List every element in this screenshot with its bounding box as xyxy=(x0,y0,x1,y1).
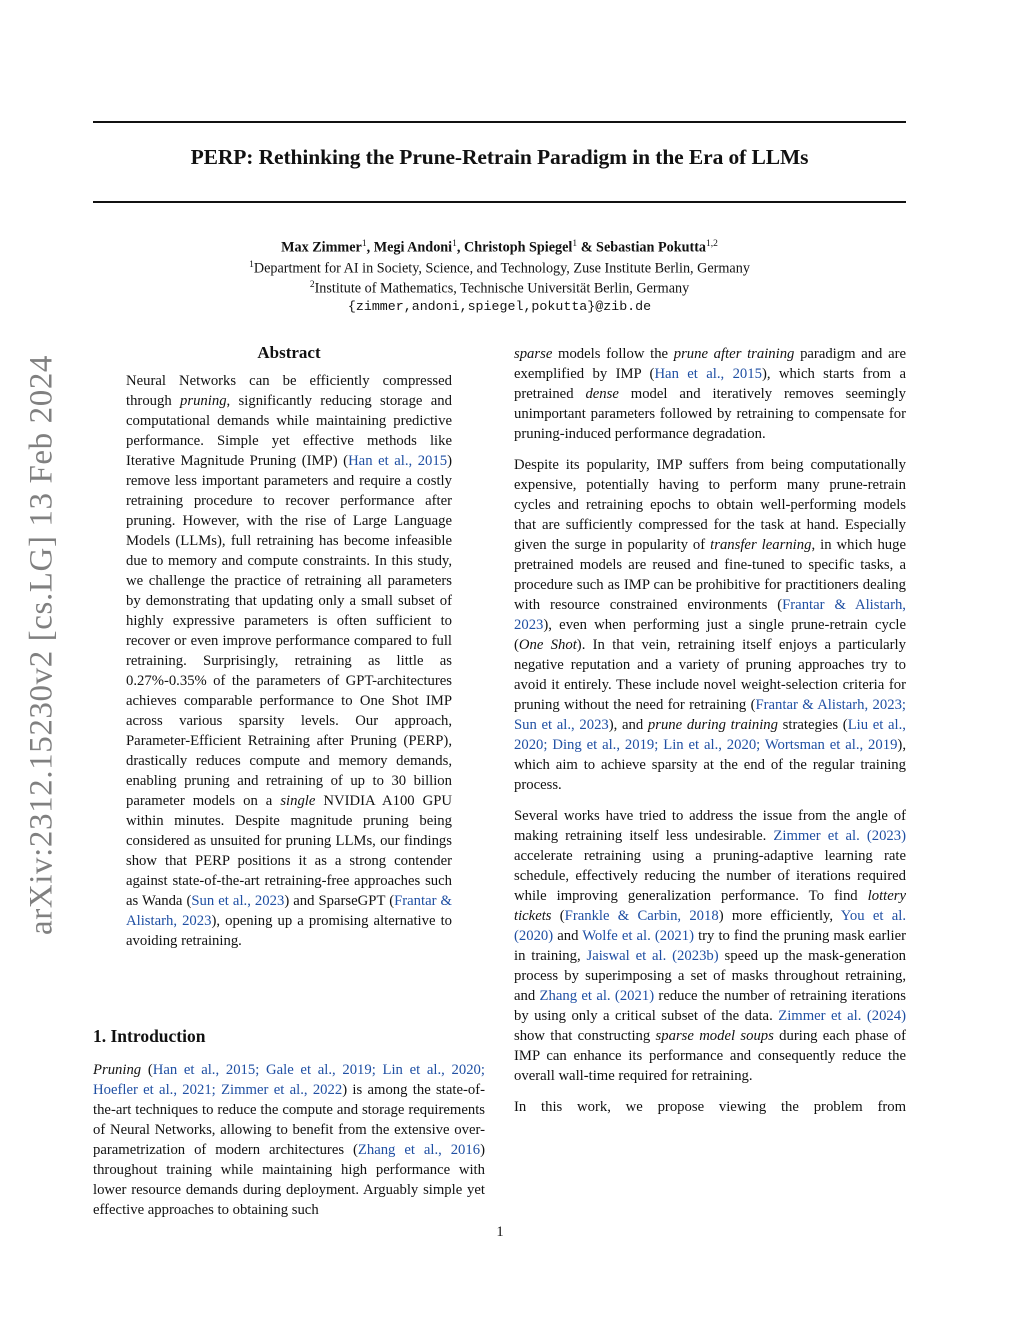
title-rule-top xyxy=(93,121,906,123)
citation-link[interactable]: Frantar & Alistarh, 2023 xyxy=(126,893,452,929)
intro-paragraph-1: Pruning (Han et al., 2015; Gale et al., 2019; Lin et al., 2020; Hoefler et al., 2021; Zimmer et al., 2022) is among the state-of-the-art techniques to reduce the compute and storage requirements of Neural Networks, allowing to benefit from the extensive over-parametrization of modern architectures (Zhang et al., 2016) throughout training while maintaining high performance with lower resource demands during deployment. Arguably simple yet effective approaches to obtaining such xyxy=(93,1062,485,1218)
citation-link[interactable]: Jaiswal et al. (2023b) xyxy=(586,948,719,964)
title-rule-bottom xyxy=(93,201,906,203)
intro-paragraph-1-cont: sparse models follow the prune after training paradigm and are exemplified by IMP (Han et al., 2015), which starts from a pretrained dense model and iteratively removes seemingly unimportant parameters followed by retraining to compensate for pruning-induced performance degradation. xyxy=(514,346,907,442)
citation-link[interactable]: Han et al., 2015 xyxy=(654,366,762,382)
citation-link[interactable]: Frantar & Alistarh, 2023 xyxy=(514,597,906,633)
author-emails: {zimmer,andoni,spiegel,pokutta}@zib.de xyxy=(347,299,652,315)
citation-link[interactable]: Frantar & Alistarh, 2023; Sun et al., 2023 xyxy=(514,697,906,733)
citation-link[interactable]: Liu et al., 2020; Ding et al., 2019; Lin et al., 2020; Wortsman et al., 2019 xyxy=(514,717,906,753)
affiliation-1: $^1$Department for AI in Society, Science, and Technology, Zuse Institute Berlin, Germany xyxy=(249,259,750,277)
citation-link[interactable]: Zhang et al. (2021) xyxy=(539,988,655,1004)
paper-title: PERP: Rethinking the Prune-Retrain Paradigm in the Era of LLMs xyxy=(190,145,809,169)
citation-link[interactable]: Han et al., 2015 xyxy=(348,453,448,469)
affiliation-2: $^2$Institute of Mathematics, Technische Universität Berlin, Germany xyxy=(309,280,690,298)
abstract-heading: Abstract xyxy=(257,343,321,362)
right-column xyxy=(514,344,906,1128)
citation-link[interactable]: Sun et al., 2023 xyxy=(191,893,285,909)
citation-link[interactable]: Han et al., 2015; Gale et al., 2019; Lin et al., 2020; Hoefler et al., 2021; Zimmer et al., 2022 xyxy=(93,1062,485,1098)
arxiv-identifier: arXiv:2312.15230v2 [cs.LG] 13 Feb 2024 xyxy=(23,354,60,936)
page-number: 1 xyxy=(496,1224,504,1240)
citation-link[interactable]: Frankle & Carbin, 2018 xyxy=(564,908,719,924)
abstract-text: Neural Networks can be efficiently compressed through pruning, significantly reducing storage and computational demands while maintaining predictive performance. Simple yet effective methods like Iterative Magnitude Pruning (IMP) (Han et al., 2015) remove less important parameters and require a costly retraining procedure to recover performance after pruning. However, with the rise of Large Language Models (LLMs), full retraining has become infeasible due to memory and compute constraints. In this study, we challenge the practice of retraining all parameters by demonstrating that updating only a small subset of highly expressive parameters is often sufficient to recover or even improve performance compared to full retraining. Surprisingly, retraining as little as 0.27%-0.35% of the parameters of GPT-architectures achieves comparable performance to One Shot IMP across various sparsity levels. Our approach, Parameter-Efficient Retraining after Pruning (PERP), drastically reduces compute and memory demands, enabling pruning and retraining of up to 30 billion parameter models on a single NVIDIA A100 GPU within minutes. Despite magnitude pruning being considered as unsuited for pruning LLMs, our findings show that PERP positions it as a strong contender against state-of-the-art retraining-free approaches such as Wanda (Sun et al., 2023) and SparseGPT (Frantar & Alistarh, 2023), opening up a promising alternative to avoiding retraining. xyxy=(126,373,453,949)
citation-link[interactable]: Zimmer et al. (2023) xyxy=(773,828,907,844)
citation-link[interactable]: Wolfe et al. (2021) xyxy=(582,928,694,944)
author-block xyxy=(93,236,906,315)
intro-paragraph-3: Several works have tried to address the issue from the angle of making retraining itself less undesirable. Zimmer et al. (2023) accelerate retraining using a pruning-adaptive learning rate schedule, effectively reducing the number of iterations required while improving generalization performance. To find lottery tickets (Frankle & Carbin, 2018) more efficiently, You et al. (2020) and Wolfe et al. (2021) try to find the pruning mask earlier in training, Jaiswal et al. (2023b) speed up the mask-generation process by superimposing a set of masks throughout retraining, and Zhang et al. (2021) reduce the number of retraining iterations by using only a critical subset of the data. Zimmer et al. (2024) show that constructing sparse model soups during each phase of IMP can enhance its performance and consequently reduce the overall wall-time required for retraining. xyxy=(514,808,907,1084)
intro-paragraph-4: In this work, we propose viewing the problem from xyxy=(514,1099,906,1115)
citation-link[interactable]: You et al. (2020) xyxy=(514,908,906,944)
citation-link[interactable]: Zhang et al., 2016 xyxy=(357,1142,481,1158)
citation-link[interactable]: Zimmer et al. (2024) xyxy=(778,1008,906,1024)
section-heading-introduction: 1. Introduction xyxy=(93,1026,206,1046)
author-names: Max Zimmer$^1$, Megi Andoni$^1$, Christoph Spiegel$^1$ & Sebastian Pokutta$^{1,2}$ xyxy=(281,239,718,256)
intro-paragraph-2: Despite its popularity, IMP suffers from being computationally expensive, potentially having to perform many prune-retrain cycles and retraining epochs to obtain well-performing models that are sufficiently compressed for the task at hand. Especially given the surge in popularity of transfer learning, in which huge pretrained models are reused and fine-tuned to specific tasks, a procedure such as IMP can be prohibitive for practitioners dealing with resource constrained environments (Frantar & Alistarh, 2023), even when performing just a single prune-retrain cycle (One Shot). In that vein, retraining itself enjoys a particularly negative reputation and a variety of pruning approaches try to avoid it entirely. These include novel weight-selection criteria for pruning without the need for retraining (Frantar & Alistarh, 2023; Sun et al., 2023), and prune during training strategies (Liu et al., 2020; Ding et al., 2019; Lin et al., 2020; Wortsman et al., 2019), which aim to achieve sparsity at the end of the regular training process. xyxy=(514,457,906,793)
